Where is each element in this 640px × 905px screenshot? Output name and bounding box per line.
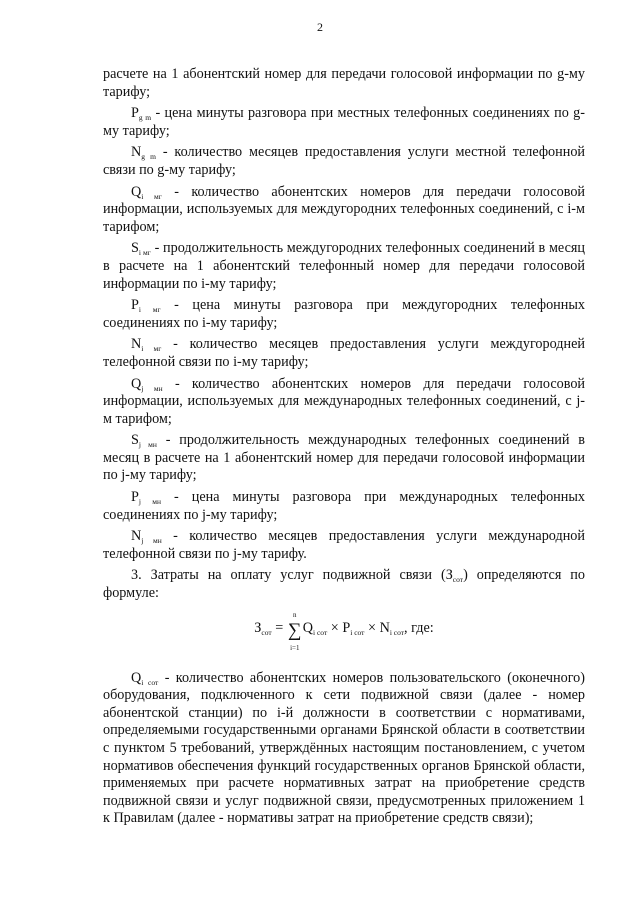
symbol: N <box>131 336 142 353</box>
definition-text: - цена минуты разговора при местных телефонных соединениях по g-му тарифу; <box>103 105 585 139</box>
sum-lower-limit: i=1 <box>290 643 300 652</box>
summation-sign <box>287 610 303 652</box>
definition-text: - цена минуты разговора при междугородних телефонных соединениях по i-му тарифу; <box>103 297 585 331</box>
symbol-subscript: g m <box>138 113 152 123</box>
symbol-subscript: g m <box>141 152 157 162</box>
formula-tail: , где: <box>404 619 434 636</box>
symbol: P <box>131 105 139 122</box>
paragraph-continuation <box>103 66 585 101</box>
formula-q-subscript: i сот <box>313 627 328 637</box>
formula-lhs: З <box>254 619 262 636</box>
symbol: Q <box>131 375 142 392</box>
sum-upper-limit: n <box>293 610 297 619</box>
formula-n: N <box>379 619 390 636</box>
definition-text: - продолжительность международных телефонных соединений в месяц в расчете на 1 абонентский номер для передачи голосовой информации по j-му тарифу; <box>103 432 585 484</box>
symbol: S <box>131 240 139 257</box>
definition-text: - количество абонентских номеров пользовательского (оконечного) оборудования, подключенного к сети подвижной связи (далее - номер абонентской станции) по i-й должности в соответствии с нормативами, определяемыми государственными органами Брянской области в соответствии с пунктом 5 требований, утверждённых настоящим постановлением, с учетом нормативов обеспечения функций государственных органов Брянской области, применяемых при расчете нормативных затрат на приобретение средств подвижной связи и услуг подвижной связи, предусмотренных приложением 1 к Правилам (далее - нормативы затрат на приобретение средств связи); <box>103 669 586 827</box>
symbol-subscript: i мг <box>141 344 162 354</box>
formula-q: Q <box>302 619 314 636</box>
sum-symbol: ∑ <box>287 619 302 641</box>
item-3-text-after: ) определяются по формуле: <box>103 567 585 602</box>
symbol-subscript: сот <box>452 575 464 585</box>
symbol: S <box>131 432 139 449</box>
definition-text: - количество месяцев предоставления услуги междугородней телефонной связи по i-му тарифу; <box>103 336 585 370</box>
symbol-subscript: i сот <box>141 677 159 687</box>
formula-p: P <box>342 619 351 636</box>
definition-n-gm <box>103 144 585 179</box>
formula-lhs-subscript: сот <box>261 627 272 637</box>
symbol: N <box>131 528 142 545</box>
page-number: 2 <box>317 20 323 34</box>
definition-text: - количество месяцев предоставления услуги местной телефонной связи по g-му тарифу; <box>103 144 586 178</box>
cost-formula <box>103 610 585 652</box>
definition-text: - количество месяцев предоставления услуги международной телефонной связи по j-му тарифу. <box>103 528 585 562</box>
item-3-paragraph <box>103 567 585 602</box>
definition-s-img <box>103 240 585 293</box>
definition-s-jmn <box>103 432 585 485</box>
definition-q-img <box>103 184 585 237</box>
symbol-subscript: j мн <box>141 536 162 546</box>
definition-text: - продолжительность междугородних телефонных соединений в месяц в расчете на 1 абонентский телефонный номер для передачи голосовой информации по i-му тарифу; <box>103 240 586 292</box>
symbol: P <box>131 489 139 506</box>
formula-n-subscript: i сот <box>389 627 405 637</box>
symbol-subscript: i мг <box>138 305 161 315</box>
definition-p-img <box>103 297 585 332</box>
formula-times: × <box>330 619 339 636</box>
item-3-text-before: 3. Затраты на оплату услуг подвижной связи ( <box>131 567 446 584</box>
symbol-subscript: j мн <box>138 440 157 450</box>
symbol: P <box>131 297 139 314</box>
formula-p-subscript: i сот <box>350 627 365 637</box>
definition-text: - количество абонентских номеров для передачи голосовой информации, используемых для междугородних телефонных соединений, с i-м тарифом; <box>103 183 585 235</box>
definition-q-isot <box>103 670 585 828</box>
symbol: N <box>131 144 142 161</box>
symbol-subscript: j мн <box>141 383 163 393</box>
formula-times: × <box>368 619 377 636</box>
definition-q-jmn <box>103 376 585 429</box>
document-body <box>103 66 585 832</box>
symbol-subscript: i мг <box>138 248 151 258</box>
symbol-subscript: j мн <box>138 497 162 507</box>
symbol: З <box>445 567 453 584</box>
paragraph-text: расчете на 1 абонентский номер для передачи голосовой информации по g-му тарифу; <box>103 66 585 100</box>
symbol: Q <box>131 669 142 686</box>
symbol: Q <box>131 183 142 200</box>
definition-p-jmn <box>103 489 585 524</box>
definition-p-gm <box>103 105 585 140</box>
symbol-subscript: i мг <box>141 191 162 201</box>
definition-text: - количество абонентских номеров для передачи голосовой информации, используемых для международных телефонных соединений, с j-м тарифом; <box>103 375 586 427</box>
definition-text: - цена минуты разговора при международных телефонных соединениях по j-му тарифу; <box>103 489 585 523</box>
definition-n-img <box>103 336 585 371</box>
definition-n-jmn <box>103 528 585 563</box>
formula-equals: = <box>275 619 284 636</box>
